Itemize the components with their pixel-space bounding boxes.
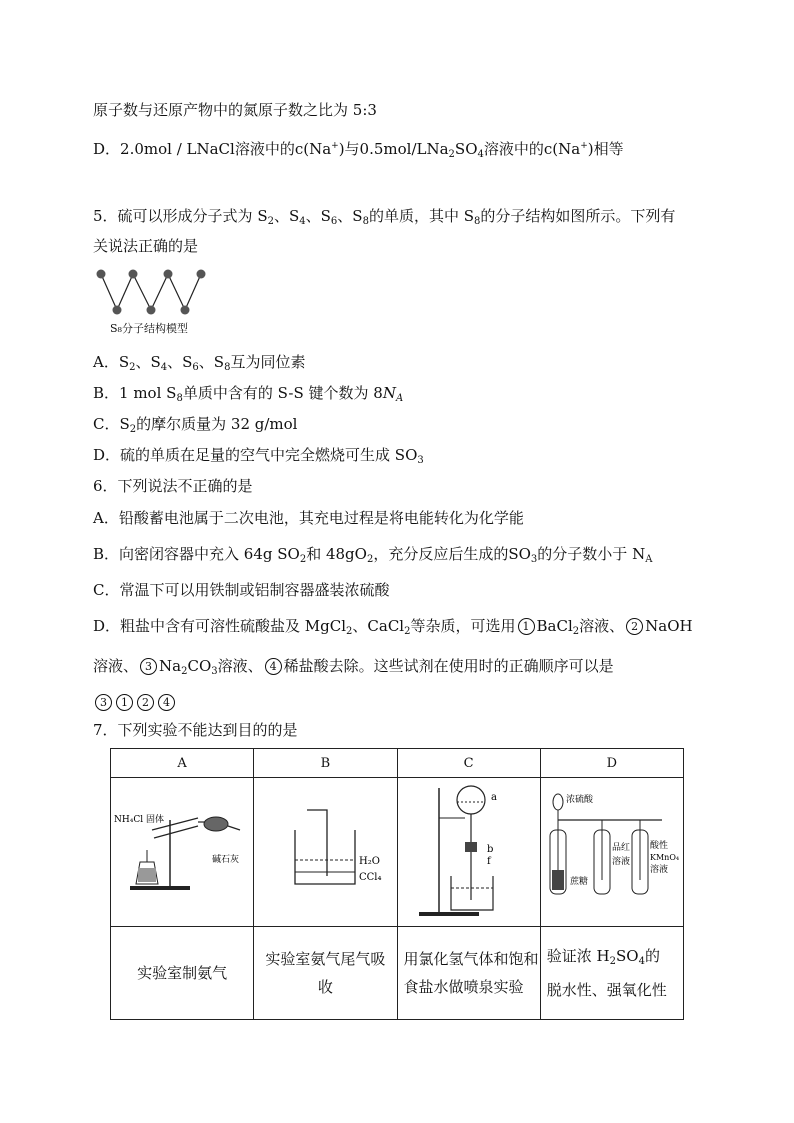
label-solution-1: 溶液 — [611, 857, 630, 867]
caption-d: 验证浓 $H_2SO_4$的 脱水性、强氧化性 — [540, 927, 683, 1020]
label-b: b — [486, 844, 494, 855]
label-conc-acid: 浓硫酸 — [565, 795, 593, 805]
fountain-experiment-apparatus — [399, 780, 539, 920]
option-d-line: D．2.0mol / LNaCl溶液中的c(Na+)与$0.5mol/LNa_2SO_4$溶液中的c(Na+)相等 — [93, 140, 624, 160]
q6-option-b: B．向密闭容器中充入 64g $SO_2$和 $48gO_2$，充分反应后生成的$SO_3$的分子数小于 $N_A$ — [93, 545, 653, 565]
question-6: 6．下列说法不正确的是 — [93, 477, 253, 495]
s8-caption: S₈分子结构模型 — [110, 322, 188, 335]
q5-option-d: D．硫的单质在足量的空气中完全燃烧可生成 $SO_3$ — [93, 446, 424, 466]
question-5: 5．硫可以形成分子式为 $S_2$、$S_4$、$S_6$、$S_8$的单质，其中 $S_8$的分子结构如图所示。下列有 — [93, 207, 676, 227]
sulfuric-acid-apparatus — [542, 780, 682, 920]
header-d: D — [540, 749, 683, 778]
label-acidic: 酸性 — [649, 841, 668, 851]
header-a: A — [111, 749, 254, 778]
circled-number-2: 2 — [626, 618, 643, 635]
caption-a: 实验室制氨气 — [111, 927, 254, 1020]
q6-option-a: A．铅酸蓄电池属于二次电池，其充电过程是将电能转化为化学能 — [93, 509, 524, 527]
label-sugar: 蔗糖 — [569, 877, 588, 887]
circled-number: 4 — [158, 694, 175, 711]
q5-option-a: A．$S_2$、$S_4$、$S_6$、$S_8$互为同位素 — [93, 353, 306, 373]
experiment-table — [110, 748, 684, 1020]
label-nh4cl: NH₄Cl 固体 — [114, 815, 165, 825]
label-a: a — [490, 792, 497, 803]
ammonia-absorption-apparatus — [255, 780, 395, 920]
header-b: B — [254, 749, 397, 778]
label-solution-2: 溶液 — [649, 865, 668, 875]
q5-option-c: C．$S_2$的摩尔质量为 32 g/mol — [93, 415, 298, 435]
circled-number-3: 3 — [140, 658, 157, 675]
circled-number-4: 4 — [265, 658, 282, 675]
figure-b-cell — [254, 778, 397, 927]
circled-number: 3 — [95, 694, 112, 711]
q6-answer-order — [93, 692, 177, 712]
circled-number-1: 1 — [518, 618, 535, 635]
question-7: 7．下列实验不能达到目的的是 — [93, 721, 298, 739]
figure-c-cell — [397, 778, 540, 927]
figure-a-cell — [111, 778, 254, 927]
label-ccl4: CCl₄ — [359, 872, 382, 883]
q6-option-d-line2: 溶液、 3 $Na_2CO_3$溶液、 4 稀盐酸去除。这些试剂在使用时的正确顺序可以是 — [93, 657, 614, 677]
label-f: f — [486, 856, 491, 867]
label-h2o: H₂O — [359, 856, 381, 867]
ammonia-prep-apparatus — [112, 780, 252, 920]
label-kmno4: KMnO₄ — [649, 853, 679, 862]
q6-option-c: C．常温下可以用铁制或铝制容器盛装浓硫酸 — [93, 581, 390, 599]
label-soda-lime: 碱石灰 — [212, 855, 240, 865]
text-line-1: 原子数与还原产物中的氮原子数之比为 5:3 — [93, 101, 377, 119]
caption-c: 用氯化氢气体和饱和食盐水做喷泉实验 — [397, 927, 540, 1020]
q5-option-b: B．1 mol $S_8$单质中含有的 S-S 键个数为 $8N_A$ — [93, 384, 404, 404]
q6-option-d: D．粗盐中含有可溶性硫酸盐及 MgCl$_2$、CaCl$_2$等杂质，可选用 1 BaCl$_2$溶液、 2 NaOH — [93, 617, 693, 637]
figure-d-cell — [540, 778, 683, 927]
caption-b: 实验室氨气尾气吸收 — [254, 927, 397, 1020]
circled-number: 1 — [116, 694, 133, 711]
label-pinred: 品红 — [611, 843, 630, 853]
question-5-line2: 关说法正确的是 — [93, 237, 199, 255]
header-c: C — [397, 749, 540, 778]
circled-number: 2 — [137, 694, 154, 711]
